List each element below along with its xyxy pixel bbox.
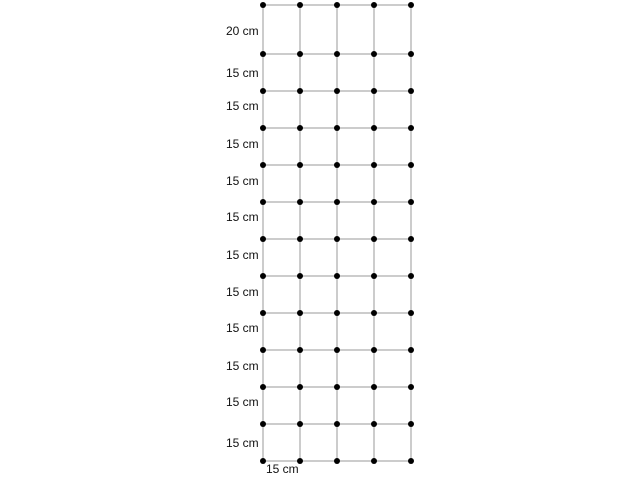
mesh-node-r3-c3 xyxy=(334,88,340,94)
row-spacing-label-1: 20 cm xyxy=(226,24,259,38)
mesh-node-r5-c4 xyxy=(371,162,377,168)
mesh-node-r6-c2 xyxy=(297,199,303,205)
row-spacing-label-10: 15 cm xyxy=(226,359,259,373)
row-spacing-label-7: 15 cm xyxy=(226,248,259,262)
mesh-node-r6-c3 xyxy=(334,199,340,205)
mesh-node-r2-c2 xyxy=(297,51,303,57)
row-spacing-label-3: 15 cm xyxy=(226,99,259,113)
mesh-node-r9-c4 xyxy=(371,310,377,316)
mesh-node-r10-c3 xyxy=(334,347,340,353)
mesh-node-r11-c3 xyxy=(334,384,340,390)
mesh-node-r9-c3 xyxy=(334,310,340,316)
mesh-node-r7-c2 xyxy=(297,236,303,242)
mesh-node-r10-c4 xyxy=(371,347,377,353)
mesh-node-r5-c3 xyxy=(334,162,340,168)
mesh-node-r8-c1 xyxy=(260,273,266,279)
mesh-node-r6-c1 xyxy=(260,199,266,205)
mesh-node-r2-c1 xyxy=(260,51,266,57)
row-spacing-label-11: 15 cm xyxy=(226,395,259,409)
mesh-node-r11-c2 xyxy=(297,384,303,390)
mesh-node-r4-c4 xyxy=(371,125,377,131)
row-spacing-label-12: 15 cm xyxy=(226,436,259,450)
mesh-node-r5-c5 xyxy=(408,162,414,168)
mesh-node-r12-c3 xyxy=(334,421,340,427)
mesh-node-r1-c3 xyxy=(334,2,340,8)
mesh-node-r8-c2 xyxy=(297,273,303,279)
mesh-node-r4-c3 xyxy=(334,125,340,131)
row-spacing-label-4: 15 cm xyxy=(226,137,259,151)
mesh-node-r1-c2 xyxy=(297,2,303,8)
mesh-node-r9-c1 xyxy=(260,310,266,316)
mesh-node-r2-c4 xyxy=(371,51,377,57)
mesh-node-r6-c4 xyxy=(371,199,377,205)
mesh-node-r13-c4 xyxy=(371,458,377,464)
mesh-node-r11-c4 xyxy=(371,384,377,390)
mesh-node-r10-c1 xyxy=(260,347,266,353)
mesh-node-r9-c5 xyxy=(408,310,414,316)
mesh-node-r4-c2 xyxy=(297,125,303,131)
mesh-node-r12-c4 xyxy=(371,421,377,427)
mesh-node-r4-c1 xyxy=(260,125,266,131)
mesh-node-r12-c1 xyxy=(260,421,266,427)
mesh-node-r2-c3 xyxy=(334,51,340,57)
mesh-node-r3-c5 xyxy=(408,88,414,94)
row-spacing-label-9: 15 cm xyxy=(226,321,259,335)
mesh-node-r5-c1 xyxy=(260,162,266,168)
row-spacing-label-2: 15 cm xyxy=(226,66,259,80)
mesh-node-r3-c2 xyxy=(297,88,303,94)
mesh-node-r10-c2 xyxy=(297,347,303,353)
mesh-node-r12-c2 xyxy=(297,421,303,427)
mesh-node-r7-c5 xyxy=(408,236,414,242)
mesh-node-r13-c3 xyxy=(334,458,340,464)
mesh-node-r1-c4 xyxy=(371,2,377,8)
mesh-node-r7-c3 xyxy=(334,236,340,242)
mesh-node-r11-c1 xyxy=(260,384,266,390)
mesh-node-r1-c5 xyxy=(408,2,414,8)
mesh-node-r9-c2 xyxy=(297,310,303,316)
mesh-node-r6-c5 xyxy=(408,199,414,205)
mesh-node-r4-c5 xyxy=(408,125,414,131)
mesh-node-r11-c5 xyxy=(408,384,414,390)
row-spacing-label-8: 15 cm xyxy=(226,285,259,299)
mesh-node-r8-c3 xyxy=(334,273,340,279)
mesh-node-r5-c2 xyxy=(297,162,303,168)
mesh-node-r8-c5 xyxy=(408,273,414,279)
mesh-node-r12-c5 xyxy=(408,421,414,427)
grid-lines xyxy=(263,5,411,461)
mesh-node-r3-c1 xyxy=(260,88,266,94)
mesh-node-r7-c4 xyxy=(371,236,377,242)
mesh-node-r1-c1 xyxy=(260,2,266,8)
row-spacing-label-6: 15 cm xyxy=(226,210,259,224)
mesh-node-r7-c1 xyxy=(260,236,266,242)
column-spacing-label: 15 cm xyxy=(266,462,299,476)
mesh-node-r10-c5 xyxy=(408,347,414,353)
mesh-node-r3-c4 xyxy=(371,88,377,94)
row-spacing-label-5: 15 cm xyxy=(226,174,259,188)
mesh-node-r13-c5 xyxy=(408,458,414,464)
mesh-node-r2-c5 xyxy=(408,51,414,57)
mesh-node-r8-c4 xyxy=(371,273,377,279)
